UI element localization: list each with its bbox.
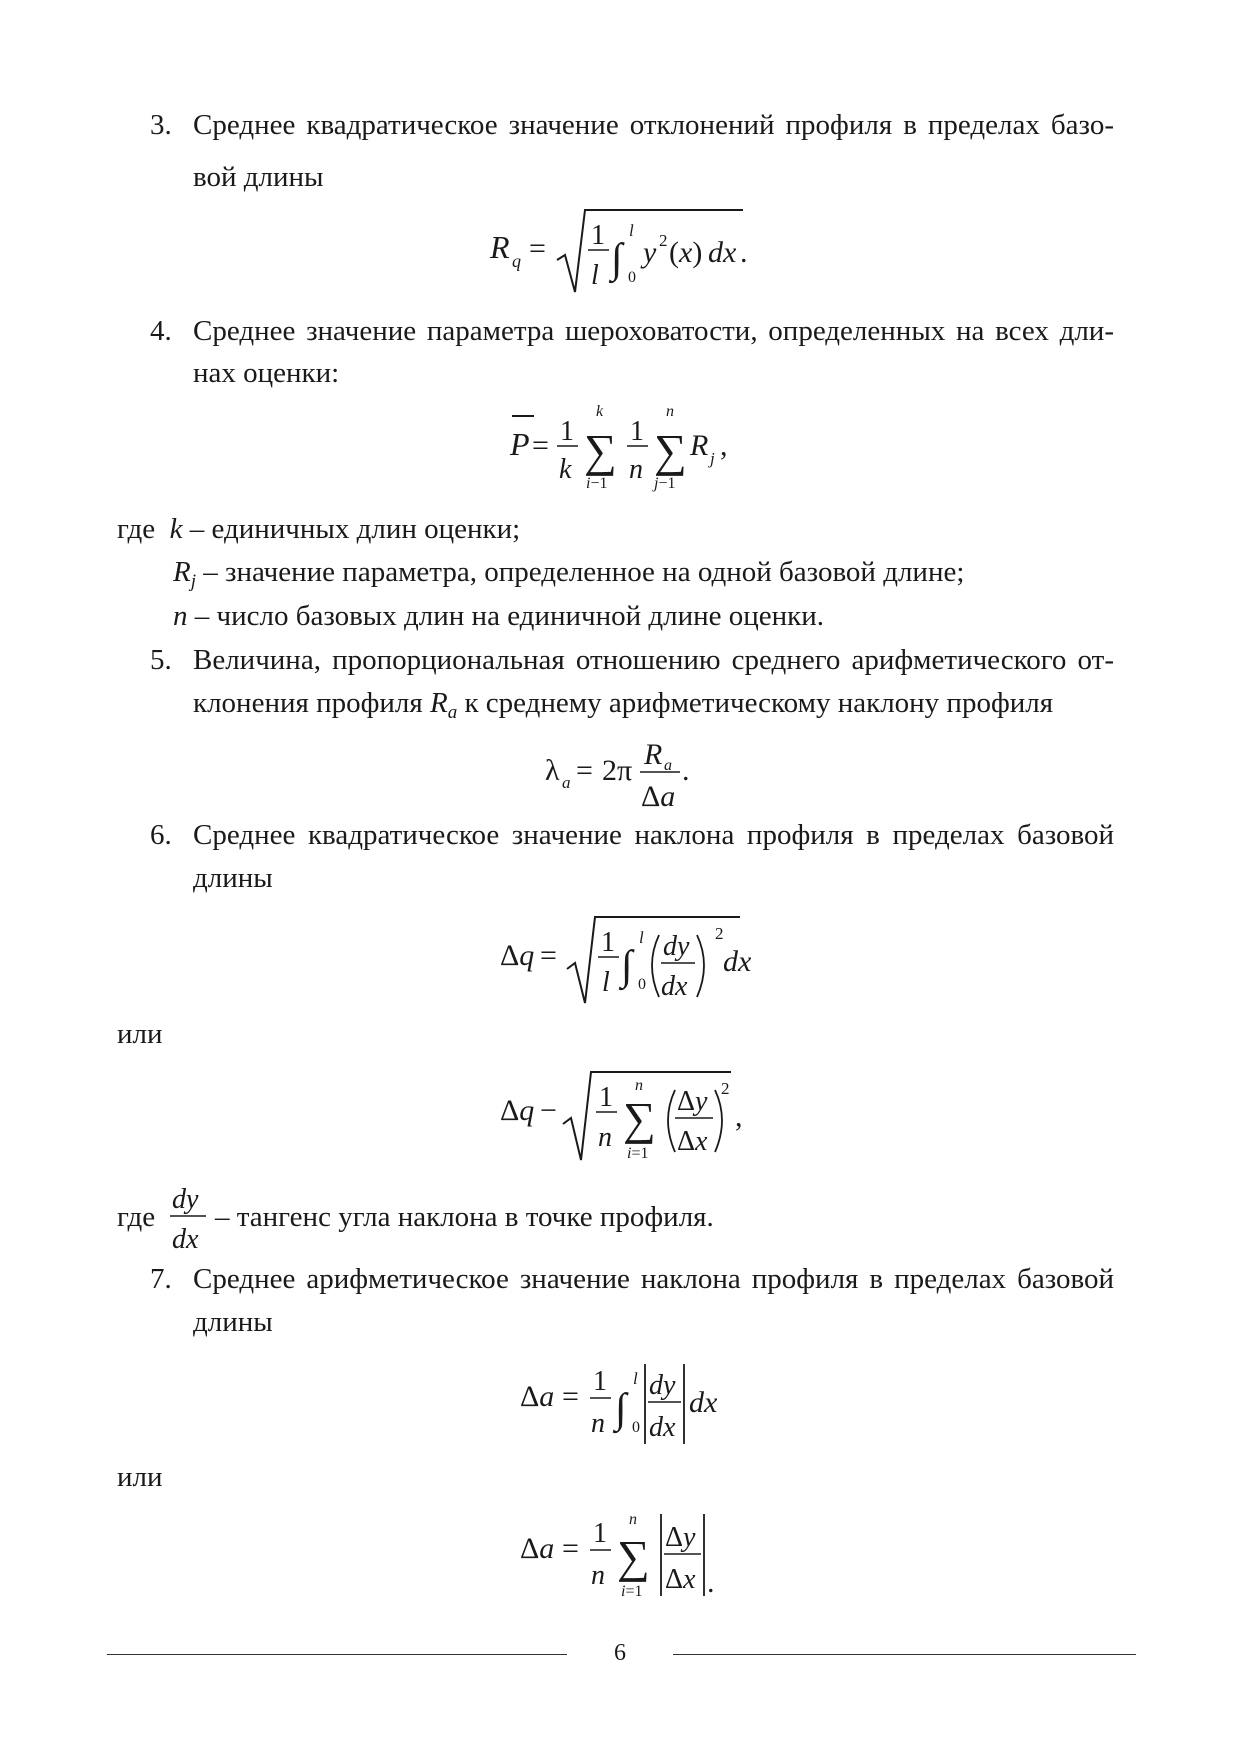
svg-text:l: l — [591, 260, 599, 291]
svg-text:.: . — [740, 236, 748, 269]
svg-text:R: R — [690, 429, 709, 462]
svg-text:.: . — [682, 754, 690, 787]
svg-text:n: n — [635, 1077, 643, 1094]
footer-rule-left — [107, 1654, 567, 1655]
svg-text:l: l — [629, 221, 634, 240]
svg-text:=: = — [540, 939, 557, 972]
svg-text:Δy: Δy — [665, 1522, 696, 1553]
or-word-2: или — [117, 1461, 163, 1493]
svg-text:n: n — [629, 454, 643, 485]
where-1-line-n — [173, 599, 824, 633]
item-6-number: 6. — [150, 819, 172, 851]
where-1-prefix: где — [117, 513, 156, 545]
symbol-n: n — [173, 600, 188, 632]
svg-text:0: 0 — [628, 269, 636, 286]
item-5-line-2a: клонения профиля — [193, 687, 423, 719]
symbol-ra: $R_a$ — [429, 687, 458, 723]
page-number: 6 — [614, 1640, 626, 1666]
svg-text:Δa: Δa — [641, 780, 676, 813]
item-4-line-2: нах оценки: — [193, 357, 340, 389]
item-4-line-1: Среднее значение параметра шероховатости, определенных на всех дли- — [193, 315, 1114, 347]
svg-text:,: , — [720, 429, 728, 462]
svg-text:Δa: Δa — [520, 1532, 555, 1565]
svg-text:dx: dx — [708, 236, 737, 269]
formula-da-sum — [515, 1500, 735, 1610]
item-5-number: 5. — [150, 644, 172, 676]
symbol-k: k — [169, 513, 183, 545]
item-7-line-1: Среднее арифметическое значение наклона профиля в пределах базовой — [193, 1263, 1114, 1295]
item-5-line-2 — [193, 686, 1053, 730]
svg-text:∑: ∑ — [584, 425, 617, 476]
svg-text:1: 1 — [630, 416, 644, 447]
svg-text:i=1: i=1 — [627, 1145, 649, 1162]
svg-text:k: k — [596, 403, 604, 420]
fraction-dy-dx — [166, 1178, 216, 1258]
svg-text:=: = — [576, 754, 593, 787]
svg-text:j: j — [710, 449, 715, 468]
svg-text:=: = — [529, 232, 546, 265]
item-7-line-2: длины — [193, 1306, 273, 1338]
svg-text:l: l — [639, 928, 644, 947]
formula-rq — [485, 200, 755, 300]
where-1-n-text: – число базовых длин на единичной длине оценки. — [194, 600, 825, 632]
svg-text:dy: dy — [172, 1184, 199, 1215]
svg-text:j−1: j−1 — [654, 475, 676, 492]
svg-text:dx: dx — [723, 945, 752, 978]
item-7-number: 7. — [150, 1263, 172, 1295]
svg-text:q: q — [512, 251, 521, 271]
svg-text:−: − — [540, 1094, 557, 1127]
svg-text:1: 1 — [560, 416, 574, 447]
where-1-line-k — [117, 512, 520, 546]
item-6-line-1: Среднее квадратическое значение наклона профиля в пределах базовой — [193, 819, 1114, 851]
svg-text:y: y — [643, 236, 657, 269]
svg-text:dx: dx — [661, 971, 688, 1002]
svg-text:dx: dx — [172, 1224, 199, 1255]
where-1-line-rj — [173, 555, 964, 599]
footer-rule-right — [673, 1654, 1136, 1655]
svg-text:(x): (x) — [669, 236, 703, 269]
where-1-k-text: – единичных длин оценки; — [189, 513, 521, 545]
svg-text:=: = — [562, 1532, 579, 1565]
svg-text:1: 1 — [593, 1518, 607, 1549]
formula-dq-sum — [495, 1060, 755, 1170]
item-4-number: 4. — [150, 315, 172, 347]
svg-text:n: n — [598, 1122, 612, 1153]
svg-text:n: n — [666, 403, 674, 420]
svg-text:dy: dy — [649, 1370, 676, 1401]
svg-text:Δx: Δx — [665, 1564, 696, 1595]
svg-text:l: l — [633, 1369, 638, 1388]
item-6-line-2: длины — [193, 862, 273, 894]
svg-text:λ: λ — [545, 754, 560, 787]
item-3-line-2: вой длины — [193, 161, 324, 193]
where-1-rj-text: – значение параметра, определенное на одной базовой длине; — [203, 556, 965, 588]
svg-text:dy: dy — [663, 931, 690, 962]
svg-text:2: 2 — [721, 1079, 730, 1098]
svg-text:.: . — [707, 1566, 715, 1599]
svg-text:2: 2 — [659, 231, 668, 250]
svg-text:a: a — [664, 757, 672, 774]
svg-text:∫: ∫ — [615, 1386, 627, 1432]
svg-text:=: = — [562, 1380, 579, 1413]
svg-text:2π: 2π — [602, 754, 633, 787]
svg-text:∑: ∑ — [654, 425, 687, 476]
svg-text:l: l — [602, 967, 610, 998]
svg-text:Δq: Δq — [500, 939, 535, 972]
svg-text:0: 0 — [632, 1419, 640, 1436]
svg-text:k: k — [559, 454, 572, 485]
where-2-text: – тангенс угла наклона в точке профиля. — [215, 1201, 714, 1233]
svg-text:n: n — [629, 1511, 637, 1528]
svg-text:1: 1 — [599, 1082, 613, 1113]
svg-text:i−1: i−1 — [586, 475, 608, 492]
formula-lambda — [540, 730, 720, 820]
svg-text:0: 0 — [638, 976, 646, 993]
item-5-line-1: Величина, пропорциональная отношению среднего арифметического от- — [193, 644, 1114, 676]
formula-p-mean — [500, 400, 740, 500]
svg-text:Δy: Δy — [677, 1086, 708, 1117]
svg-text:dx: dx — [649, 1412, 676, 1443]
svg-text:Δq: Δq — [500, 1094, 535, 1127]
item-3-number: 3. — [150, 109, 172, 141]
svg-text:R: R — [490, 229, 510, 265]
svg-text:∑: ∑ — [623, 1093, 656, 1144]
svg-text:1: 1 — [601, 927, 615, 958]
where-2-prefix: где — [117, 1201, 156, 1233]
svg-text:,: , — [735, 1100, 743, 1133]
svg-text:Δa: Δa — [520, 1380, 555, 1413]
svg-text:n: n — [591, 1408, 605, 1439]
svg-text:dx: dx — [689, 1386, 718, 1419]
svg-text:1: 1 — [591, 220, 605, 251]
svg-text:1: 1 — [593, 1366, 607, 1397]
item-5-line-2b: к среднему арифметическому наклону профиля — [464, 687, 1054, 719]
svg-text:i=1: i=1 — [621, 1583, 643, 1600]
svg-text:P: P — [510, 426, 530, 462]
formula-dq-integral — [495, 905, 755, 1010]
svg-text:=: = — [532, 429, 549, 462]
svg-text:a: a — [562, 773, 571, 792]
svg-text:Δx: Δx — [677, 1126, 708, 1157]
svg-text:2: 2 — [715, 924, 724, 943]
svg-text:n: n — [591, 1560, 605, 1591]
svg-text:∑: ∑ — [617, 1531, 650, 1582]
or-word-1: или — [117, 1018, 163, 1050]
svg-text:∫: ∫ — [611, 236, 623, 282]
symbol-rj: $R_j$ — [173, 556, 196, 592]
formula-da-integral — [515, 1350, 735, 1450]
svg-text:∫: ∫ — [621, 943, 633, 989]
item-3-line-1: Среднее квадратическое значение отклонений профиля в пределах базо- — [193, 109, 1114, 141]
svg-text:R: R — [644, 738, 663, 771]
